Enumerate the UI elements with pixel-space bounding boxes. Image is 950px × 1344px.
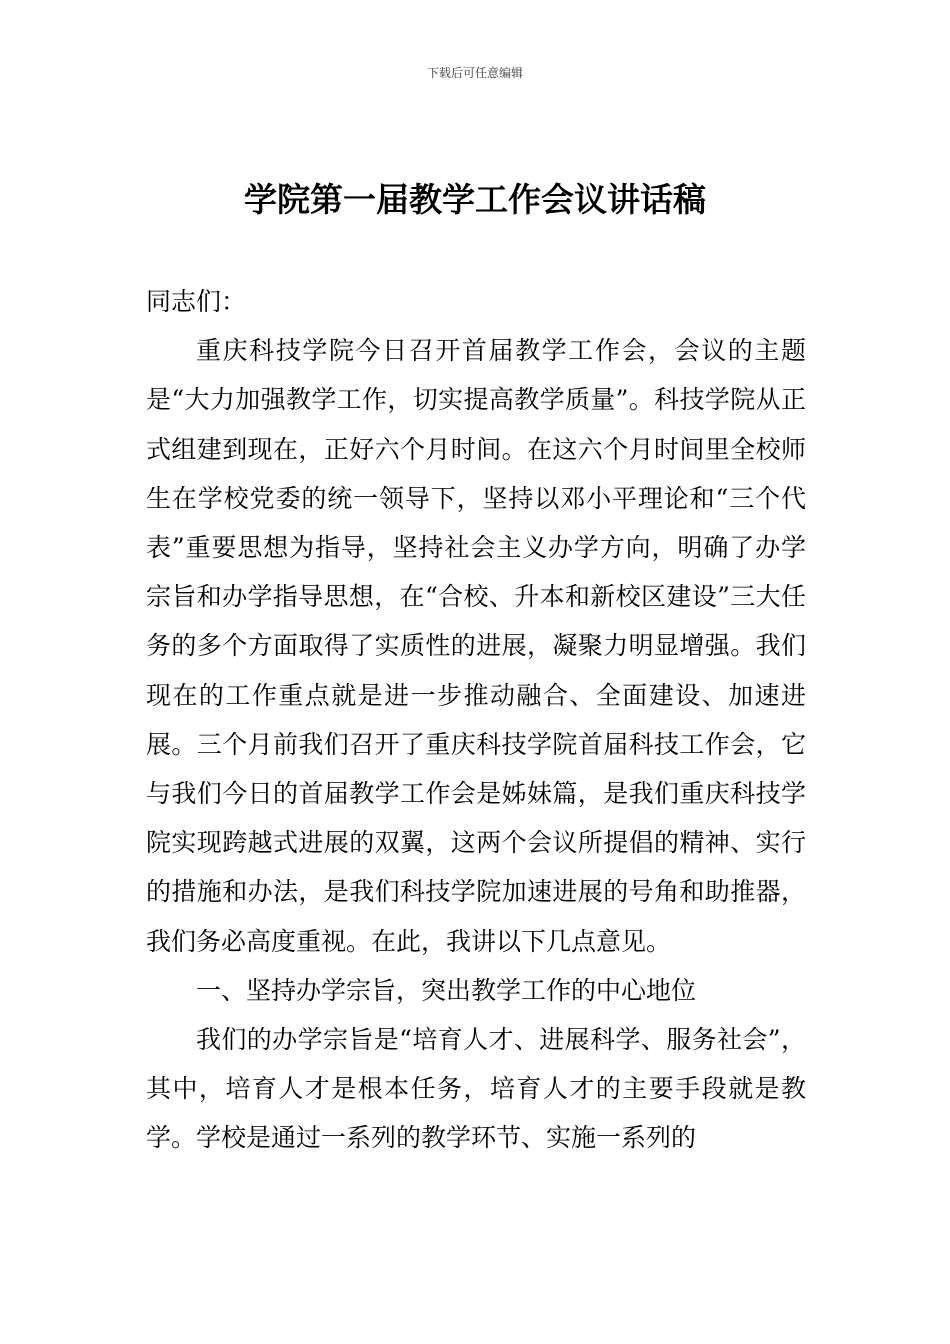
section-heading-1: 一、坚持办学宗旨，突出教学工作的中心地位 xyxy=(196,975,697,1005)
salutation: 同志们： xyxy=(146,287,247,316)
paragraph-intro: 重庆科技学院今日召开首届教学工作会，会议的主题是“大力加强教学工作，切实提高教学质量”。科技学院从正式组建到现在，正好六个月时间。在这六个月时间里全校师生在学校党委的统一领导下，坚持以邓小平理论和“三个代表”重要思想为指导，坚持社会主义办学方向，明确了办学宗旨和办学指导思想，在“合校、升本和新校区建设”三大任务的多个方面取得了实质性的进展，凝聚力明显增强。我们现在的工作重点就是进一步推动融合、全面建设、加速进展。三个月前我们召开了重庆科技学院首届科技工作会，它与我们今日的首届教学工作会是姊妹篇，是我们重庆科技学院实现跨越式进展的双翼，这两个会议所提倡的精神、实行的措施和办法，是我们科技学院加速进展的号角和助推器，我们务必高度重视。在此，我讲以下几点意见。 xyxy=(146,336,806,956)
document-body xyxy=(146,277,806,1163)
paragraph-section-1: 我们的办学宗旨是“培育人才、进展科学、服务社会”，其中，培育人才是根本任务，培育人才的主要手段就是教学。学校是通过一系列的教学环节、实施一系列的 xyxy=(146,1025,806,1153)
header-note: 下载后可任意编辑 xyxy=(426,66,523,80)
document-title: 学院第一届教学工作会议讲话稿 xyxy=(244,180,706,219)
